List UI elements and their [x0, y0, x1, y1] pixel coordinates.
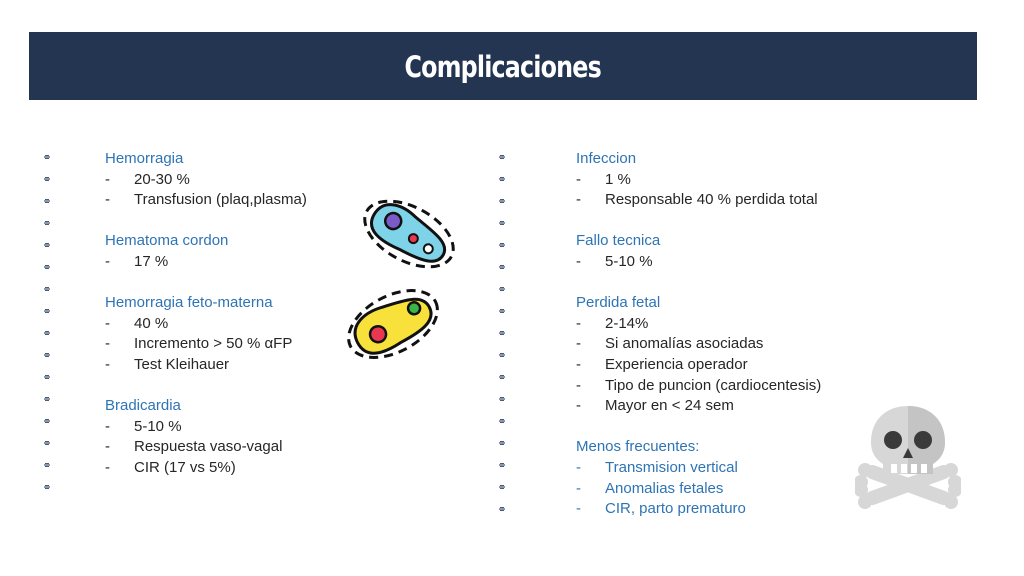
section-heading: Infeccion — [576, 150, 637, 167]
section-heading: Hematoma cordon — [105, 232, 229, 250]
list-item: - Test Kleihauer — [105, 355, 230, 373]
right-bullet-markers — [498, 149, 508, 523]
section-heading: Menos frecuentes: — [576, 438, 700, 456]
section-heading: Hemorragia — [105, 150, 184, 167]
list-item: - Respuesta vaso-vagal — [105, 438, 283, 456]
right-column — [576, 149, 821, 520]
section-heading: Fallo tecnica — [576, 232, 661, 250]
list-item: - Anomalias fetales — [576, 479, 724, 497]
list-item: - Mayor en < 24 sem — [576, 397, 734, 415]
skull-crossbones-icon — [855, 402, 961, 520]
section-heading: Hemorragia feto-materna — [105, 294, 273, 312]
list-item: - 5-10 % — [576, 252, 653, 270]
title-banner — [29, 32, 977, 100]
list-item: - Experiencia operador — [576, 355, 748, 373]
list-item: - Transmision vertical — [576, 458, 738, 476]
bacteria-icon — [345, 192, 475, 372]
left-column — [105, 149, 307, 479]
list-item: - Responsable 40 % perdida total — [576, 191, 818, 209]
section-heading: Bradicardia — [105, 397, 181, 415]
list-item: - 20-30 % — [105, 170, 190, 188]
left-bullet-markers — [43, 149, 53, 501]
list-item: - 5-10 % — [105, 417, 182, 435]
list-item: - CIR (17 vs 5%) — [105, 458, 236, 476]
list-item: - 1 % — [576, 170, 631, 188]
list-item: - Si anomalías asociadas — [576, 335, 764, 353]
list-item: - 40 % — [105, 314, 169, 332]
list-item: - Transfusion (plaq,plasma) — [105, 191, 307, 209]
list-item: - CIR, parto prematuro — [576, 500, 746, 518]
list-item: - Tipo de puncion (cardiocentesis) — [576, 376, 822, 394]
section-heading: Perdida fetal — [576, 294, 661, 312]
slide-title: Complicaciones — [404, 50, 602, 84]
list-item: - 2-14% — [576, 314, 649, 332]
list-item: - Incremento > 50 % αFP — [105, 335, 293, 353]
list-item: - 17 % — [105, 252, 169, 270]
